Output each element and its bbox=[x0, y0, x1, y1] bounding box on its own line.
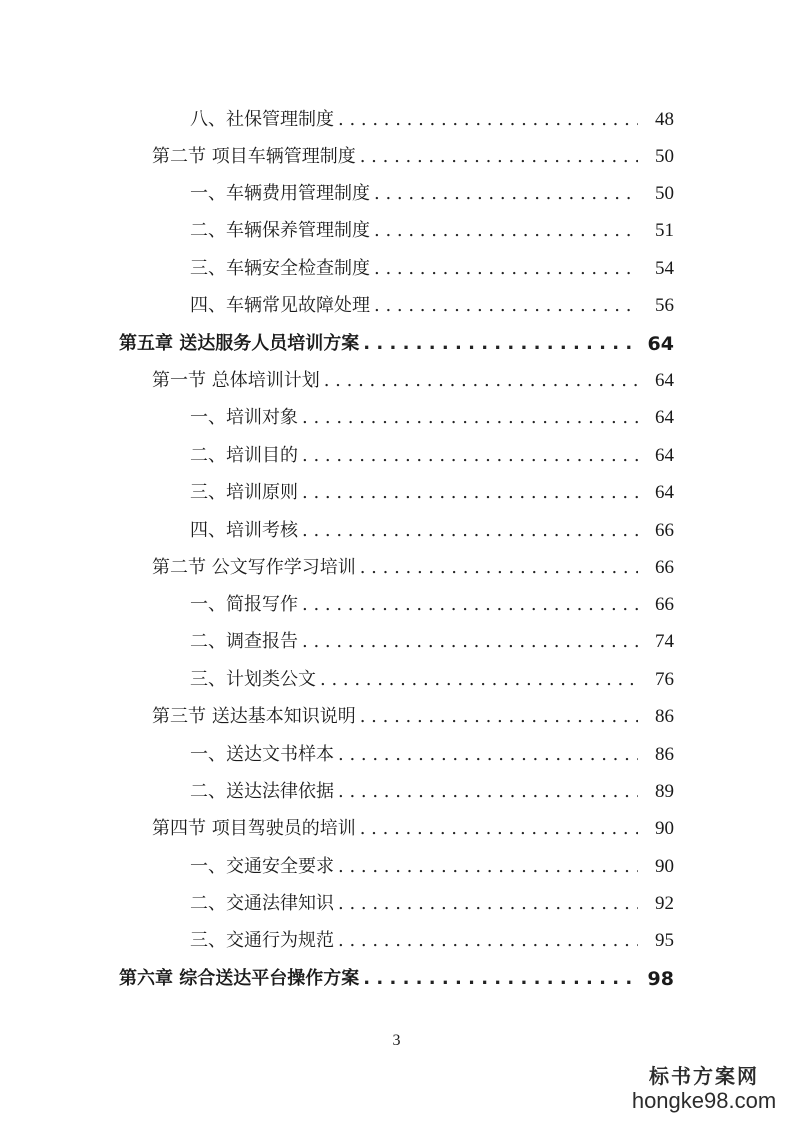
page-number: 3 bbox=[392, 1032, 401, 1049]
toc-entry-page: 51 bbox=[655, 220, 674, 241]
toc-entry-title: 第四节 项目驾驶员的培训 bbox=[152, 818, 356, 839]
toc-dot-leader bbox=[338, 741, 638, 769]
toc-dot-leader bbox=[374, 180, 638, 208]
toc-dot-leader bbox=[360, 143, 638, 171]
toc-dot-leader bbox=[338, 853, 638, 881]
toc-entry-page: 56 bbox=[655, 295, 674, 316]
toc-entry-page: 90 bbox=[655, 818, 674, 839]
toc-entry-title: 三、计划类公文 bbox=[190, 669, 316, 690]
toc-dot-leader bbox=[338, 106, 638, 134]
toc-entry-title: 二、交通法律知识 bbox=[190, 893, 334, 914]
toc-entry-title: 二、车辆保养管理制度 bbox=[190, 220, 370, 241]
toc-entry-title: 第二节 项目车辆管理制度 bbox=[152, 146, 356, 167]
toc-entry-title: 一、简报写作 bbox=[190, 594, 298, 615]
toc-entry-page: 86 bbox=[655, 706, 674, 727]
toc-entry[interactable] bbox=[190, 479, 674, 507]
toc-chapter-entry[interactable] bbox=[119, 330, 674, 358]
toc-dot-leader bbox=[374, 292, 638, 320]
toc-entry-title: 二、培训目的 bbox=[190, 445, 298, 466]
toc-entry-page: 98 bbox=[647, 968, 674, 990]
toc-entry-page: 64 bbox=[655, 370, 674, 391]
toc-entry-title: 一、车辆费用管理制度 bbox=[190, 183, 370, 204]
toc-entry-title: 第三节 送达基本知识说明 bbox=[152, 706, 356, 727]
toc-dot-leader bbox=[338, 890, 638, 918]
toc-entry-title: 三、车辆安全检查制度 bbox=[190, 258, 370, 279]
toc-entry-page: 92 bbox=[655, 893, 674, 914]
toc-entry-title: 三、培训原则 bbox=[190, 482, 298, 503]
toc-entry[interactable] bbox=[190, 180, 674, 208]
toc-entry[interactable] bbox=[190, 404, 674, 432]
toc-dot-leader bbox=[302, 404, 638, 432]
toc-entry[interactable] bbox=[190, 442, 674, 470]
toc-entry-page: 89 bbox=[655, 781, 674, 802]
toc-entry-page: 64 bbox=[655, 482, 674, 503]
toc-dot-leader bbox=[338, 778, 638, 806]
toc-entry[interactable] bbox=[190, 666, 674, 694]
toc-entry[interactable] bbox=[152, 143, 674, 171]
toc-entry-page: 95 bbox=[655, 930, 674, 951]
toc-entry-title: 第六章 综合送达平台操作方案 bbox=[119, 968, 360, 989]
toc-dot-leader bbox=[360, 815, 638, 843]
watermark-url-text: hongke98.com bbox=[631, 1088, 777, 1113]
toc-entry[interactable] bbox=[190, 778, 674, 806]
toc-entry-title: 第二节 公文写作学习培训 bbox=[152, 557, 356, 578]
toc-entry[interactable] bbox=[190, 292, 674, 320]
toc-entry-title: 二、调查报告 bbox=[190, 631, 298, 652]
toc-entry[interactable] bbox=[190, 853, 674, 881]
toc-dot-leader bbox=[302, 628, 638, 656]
toc-entry[interactable] bbox=[152, 554, 674, 582]
toc-entry-page: 74 bbox=[655, 631, 674, 652]
toc-entry[interactable] bbox=[152, 815, 674, 843]
toc-dot-leader bbox=[320, 666, 638, 694]
toc-entry-page: 54 bbox=[655, 258, 674, 279]
toc-dot-leader bbox=[374, 255, 638, 283]
toc-entry-page: 66 bbox=[655, 557, 674, 578]
toc-dot-leader bbox=[360, 554, 638, 582]
toc-entry-title: 一、交通安全要求 bbox=[190, 856, 334, 877]
toc-entry-title: 一、送达文书样本 bbox=[190, 744, 334, 765]
toc-entry-page: 50 bbox=[655, 146, 674, 167]
toc-entry-page: 64 bbox=[647, 333, 674, 355]
toc-entry[interactable] bbox=[190, 927, 674, 955]
toc-entry[interactable] bbox=[190, 628, 674, 656]
site-watermark bbox=[629, 1064, 779, 1114]
toc-dot-leader bbox=[374, 217, 638, 245]
toc-dot-leader bbox=[324, 367, 638, 395]
toc-entry-page: 50 bbox=[655, 183, 674, 204]
toc-dot-leader bbox=[302, 479, 638, 507]
toc-entry-page: 64 bbox=[655, 445, 674, 466]
toc-entry-page: 66 bbox=[655, 520, 674, 541]
toc-entry-page: 90 bbox=[655, 856, 674, 877]
toc-entry-title: 一、培训对象 bbox=[190, 407, 298, 428]
toc-dot-leader bbox=[360, 703, 638, 731]
toc-dot-leader bbox=[363, 965, 638, 993]
toc-entry[interactable] bbox=[190, 741, 674, 769]
watermark-cn-text: 标书方案网 bbox=[649, 1064, 759, 1088]
toc-entry-page: 48 bbox=[655, 109, 674, 130]
toc-chapter-entry[interactable] bbox=[119, 965, 674, 993]
toc-entry-title: 八、社保管理制度 bbox=[190, 109, 334, 130]
toc-entry-page: 86 bbox=[655, 744, 674, 765]
toc-entry[interactable] bbox=[190, 255, 674, 283]
toc-entry-title: 第一节 总体培训计划 bbox=[152, 370, 320, 391]
toc-dot-leader bbox=[302, 442, 638, 470]
toc-entry-title: 第五章 送达服务人员培训方案 bbox=[119, 333, 360, 354]
toc-entry-page: 66 bbox=[655, 594, 674, 615]
toc-entry-page: 76 bbox=[655, 669, 674, 690]
toc-entry[interactable] bbox=[190, 106, 674, 134]
toc-entry-title: 四、培训考核 bbox=[190, 520, 298, 541]
toc-entry[interactable] bbox=[190, 517, 674, 545]
toc-entry[interactable] bbox=[190, 217, 674, 245]
toc-entry[interactable] bbox=[190, 890, 674, 918]
toc-entry[interactable] bbox=[190, 591, 674, 619]
toc-dot-leader bbox=[302, 591, 638, 619]
toc-dot-leader bbox=[338, 927, 638, 955]
toc-entry[interactable] bbox=[152, 703, 674, 731]
toc-entry-page: 64 bbox=[655, 407, 674, 428]
toc-dot-leader bbox=[363, 330, 638, 358]
toc-entry-title: 四、车辆常见故障处理 bbox=[190, 295, 370, 316]
toc-dot-leader bbox=[302, 517, 638, 545]
toc-entry-title: 三、交通行为规范 bbox=[190, 930, 334, 951]
toc-entry-title: 二、送达法律依据 bbox=[190, 781, 334, 802]
toc-entry[interactable] bbox=[152, 367, 674, 395]
